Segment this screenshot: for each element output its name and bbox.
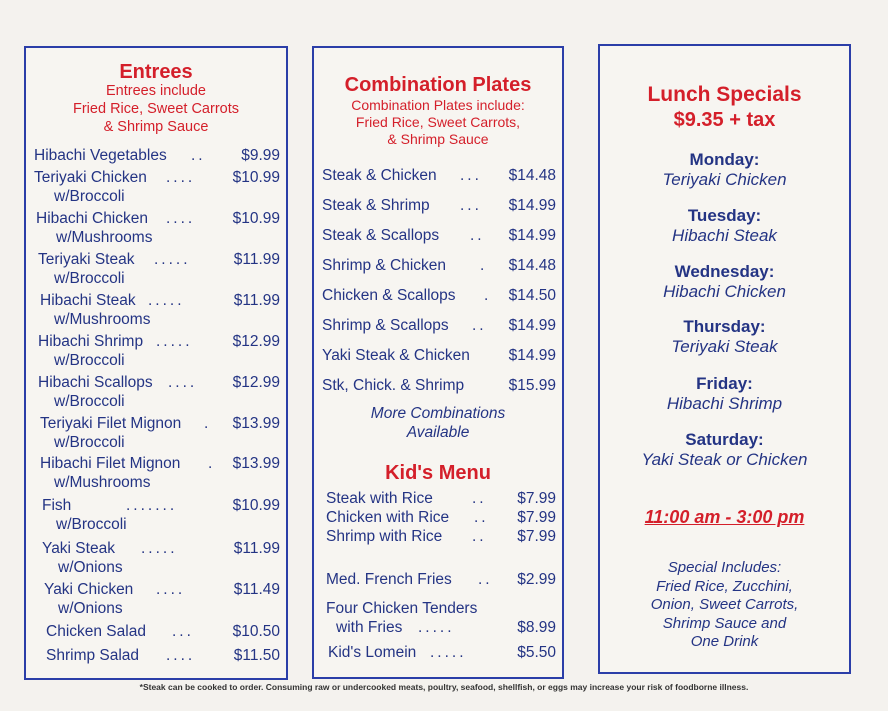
entrees-title: Entrees [119, 61, 193, 83]
combination-note-3: & Shrimp Sauce [387, 131, 489, 147]
entrees-note-1: Entrees include [106, 83, 206, 99]
footnote: *Steak can be cooked to order. Consuming raw or undercooked meats, poultry, seafood, shellfish, or eggs may increase your risk of foodborne illness. [139, 682, 749, 692]
day-block: Thursday: Teriyaki Steak [671, 317, 778, 356]
combination-panel: Combination Plates Combination Plates include: Fried Rice, Sweet Carrots, & Shrimp Sauce Steak & Chicken ... $14.48 Steak & Shrimp ... $14.99 Steak & Scallops .. $14.99 Shrimp & Chicken . $14.48 Chicken & Scallops . $14.50 Shrimp & Scallops .. $14.99 Yaki Steak & Chicken $14.99 Stk, Chick. & Shrimp $15.99 More Combinations Available Kid's Menu Steak with Rice .. $7.99 Chicken with Rice .. $7.99 Shrimp with Rice .. $7.99 Med. French Fries .. $2.99 Four Chicken Tenders ..... $8.99 with Fries Kid's Lomein ..... $5.50 [312, 46, 564, 679]
day-block: Monday: Teriyaki Chicken [662, 150, 787, 189]
day-block: Friday: Hibachi Shrimp [666, 374, 783, 413]
combination-title: Combination Plates [344, 74, 532, 96]
more-combinations: More Combinations Available [370, 405, 506, 441]
lunch-title: Lunch Specials [647, 83, 802, 106]
lunch-price: $9.35 + tax [673, 109, 776, 131]
kids-menu-title: Kid's Menu [385, 462, 491, 484]
entrees-panel: Entrees Entrees include Fried Rice, Sweet Carrots & Shrimp Sauce Hibachi Vegetables .. $9.99 Teriyaki Chicken .... $10.99 w/Broccoli Hibachi Chicken .... $10.99 w/Mushrooms Teriyaki Steak ..... $11.99 w/Broccoli Hibachi Steak ..... $11.99 w/Mushrooms Hibachi Shrimp ..... $12.99 w/Broccoli Hibachi Scallops .... $12.99 w/Broccoli Teriyaki Filet Mignon . $13.99 w/Broccoli Hibachi Filet Mignon . $13.99 w/Mushrooms Fish ....... $10.99 w/Broccoli Yaki Steak ..... $11.99 w/Onions Yaki Chicken .... $11.49 w/Onions Chicken Salad ... $10.50 Shrimp Salad .... $11.50 [24, 46, 288, 680]
combination-note-1: Combination Plates include: [351, 97, 525, 113]
lunch-includes: Special Includes: Fried Rice, Zucchini, Onion, Sweet Carrots, Shrimp Sauce and One Drink [650, 559, 799, 650]
entrees-note-3: & Shrimp Sauce [103, 119, 209, 135]
day-block: Saturday: Yaki Steak or Chicken [641, 430, 808, 469]
combination-note-2: Fried Rice, Sweet Carrots, [355, 114, 521, 130]
day-block: Wednesday: Hibachi Chicken [663, 262, 786, 301]
day-block: Tuesday: Hibachi Steak [672, 206, 777, 245]
entrees-note-2: Fried Rice, Sweet Carrots [73, 101, 239, 117]
lunch-specials-panel [598, 44, 851, 674]
lunch-hours: 11:00 am - 3:00 pm [644, 507, 805, 527]
